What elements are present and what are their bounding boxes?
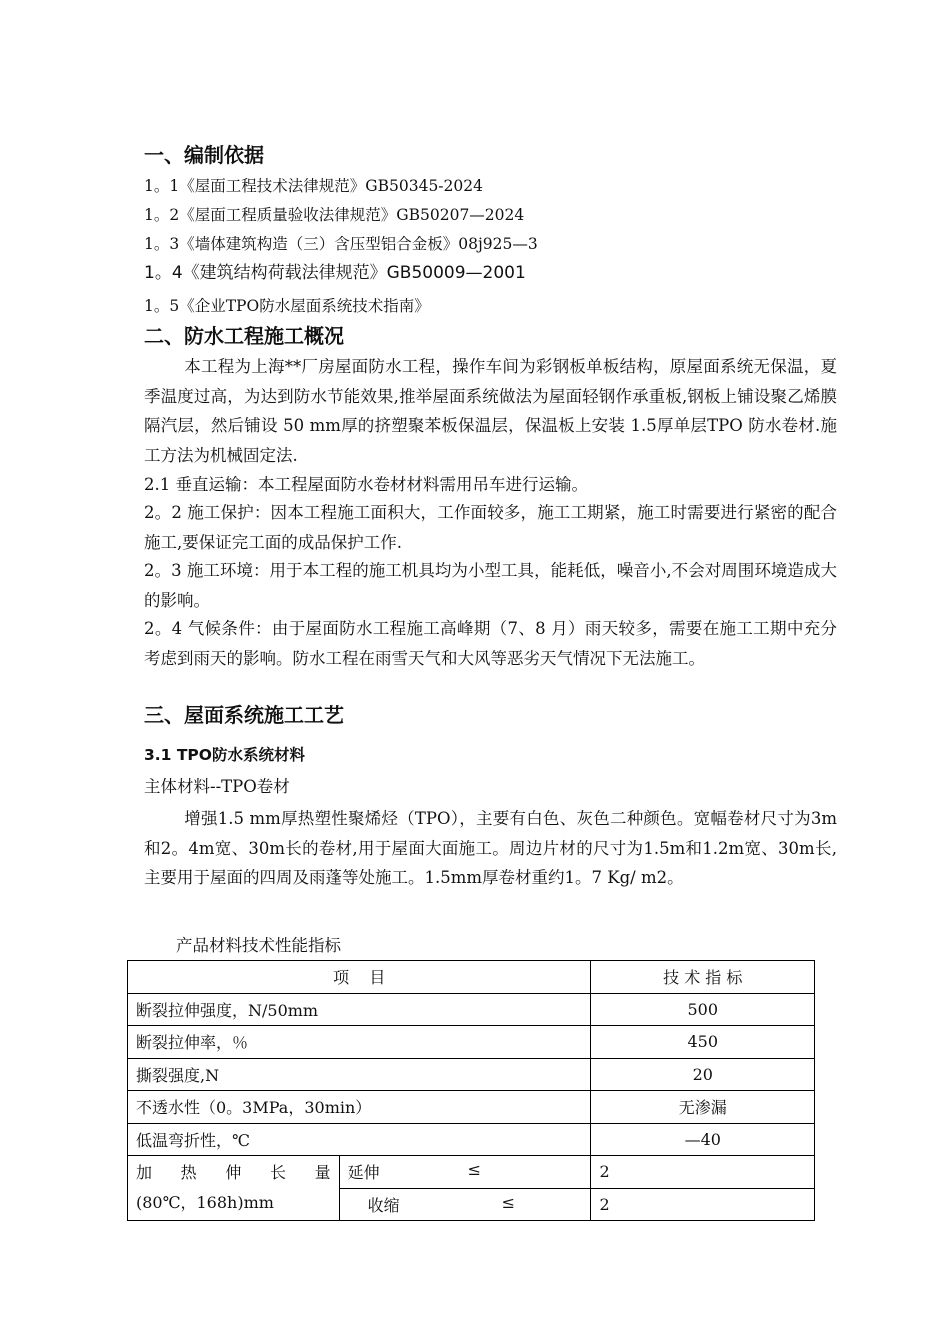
table-caption: 产品材料技术性能指标 (176, 936, 341, 955)
material-description-paragraph (144, 804, 837, 893)
section-3-title: 三、屋面系统施工工艺 (144, 703, 344, 727)
reference-2: 1。2《屋面工程质量验收法律规范》GB50207—2024 (144, 206, 525, 224)
row-item: 撕裂强度,N (128, 1058, 591, 1091)
heat-sub2: 收缩 (367, 1195, 400, 1215)
table-row (128, 1058, 815, 1091)
heat-le1: ≤ (467, 1160, 482, 1180)
row-item: 低温弯折性，℃ (128, 1123, 591, 1156)
row-value: 无渗漏 (591, 1091, 815, 1124)
reference-4: 1。4《建筑结构荷载法律规范》GB50009—2001 (144, 263, 526, 283)
header-item: 项 目 (128, 961, 591, 994)
table-row (128, 993, 815, 1026)
heat-val1: 2 (591, 1156, 815, 1189)
performance-table (127, 960, 815, 1221)
heat-sub2-cell (339, 1188, 591, 1221)
table-header-row (128, 961, 815, 994)
header-spec: 技 术 指 标 (591, 961, 815, 994)
material-description-text: 增强1.5 mm厚热塑性聚烯烃（TPO），主要有白色、灰色二种颜色。宽幅卷材尺寸为3m和2。4m宽、30m长的卷材,用于屋面大面施工。周边片材的尺寸为1.5m和1.2m宽、30m长,主要用于屋面的四周及雨蓬等处施工。1.5mm厚卷材重约1。7 Kg/ m2。 (144, 809, 837, 887)
heat-val2: 2 (591, 1188, 815, 1221)
heat-label-line1: 加 热 伸 长 量 (136, 1163, 331, 1182)
table-row (128, 1026, 815, 1059)
main-material-label: 主体材料--TPO卷材 (144, 777, 290, 796)
project-overview-text: 本工程为上海**厂房屋面防水工程，操作车间为彩钢板单板结构，原屋面系统无保温，夏季温度过高，为达到防水节能效果,推举屋面系统做法为屋面轻钢作承重板,钢板上铺设聚乙烯膜隔汽层，然后铺设 50 mm厚的挤塑聚苯板保温层，保温板上安装 1.5厚单层TPO 防水卷材.施工方法为机械固定法. (144, 357, 837, 465)
reference-1: 1。1《屋面工程技术法律规范》GB50345-2024 (144, 177, 483, 195)
reference-3: 1。3《墙体建筑构造（三）含压型铝合金板》08j925—3 (144, 235, 538, 253)
table-row (128, 1091, 815, 1124)
item-2-2: 2。2 施工保护：因本工程施工面积大，工作面较多，施工工期紧，施工时需要进行紧密的配合施工,要保证完工面的成品保护工作. (144, 503, 837, 552)
row-value: 450 (591, 1026, 815, 1059)
row-value: 500 (591, 993, 815, 1026)
row-value: 20 (591, 1058, 815, 1091)
item-2-4: 2。4 气候条件：由于屋面防水工程施工高峰期（7、8 月）雨天较多，需要在施工工期中充分考虑到雨天的影响。防水工程在雨雪天气和大风等恶劣天气情况下无法施工。 (144, 619, 837, 668)
row-item: 断裂拉伸强度，N/50mm (128, 993, 591, 1026)
heat-label-line2: (80℃，168h)mm (136, 1193, 274, 1212)
item-2-1: 2.1 垂直运输：本工程屋面防水卷材材料需用吊车进行运输。 (144, 475, 588, 494)
row-item: 断裂拉伸率，％ (128, 1026, 591, 1059)
table-row (128, 1123, 815, 1156)
heat-sub1: 延伸 (347, 1163, 380, 1183)
row-item: 不透水性（0。3MPa，30min） (128, 1091, 591, 1124)
heat-row-1 (128, 1156, 815, 1189)
subsection-3-1-title: 3.1 TPO防水系统材料 (144, 746, 305, 764)
heat-le2: ≤ (501, 1192, 516, 1212)
row-value: —40 (591, 1123, 815, 1156)
section-1-title: 一、编制依据 (144, 143, 264, 167)
heat-label-cell (128, 1156, 340, 1221)
section-2-title: 二、防水工程施工概况 (144, 324, 344, 348)
project-overview-paragraph (144, 352, 837, 470)
item-2-3: 2。3 施工环境：用于本工程的施工机具均为小型工具，能耗低，噪音小,不会对周围环境造成大的影响。 (144, 561, 837, 610)
heat-sub1-cell (339, 1156, 591, 1189)
reference-5: 1。5《企业TPO防水屋面系统技术指南》 (144, 297, 430, 315)
